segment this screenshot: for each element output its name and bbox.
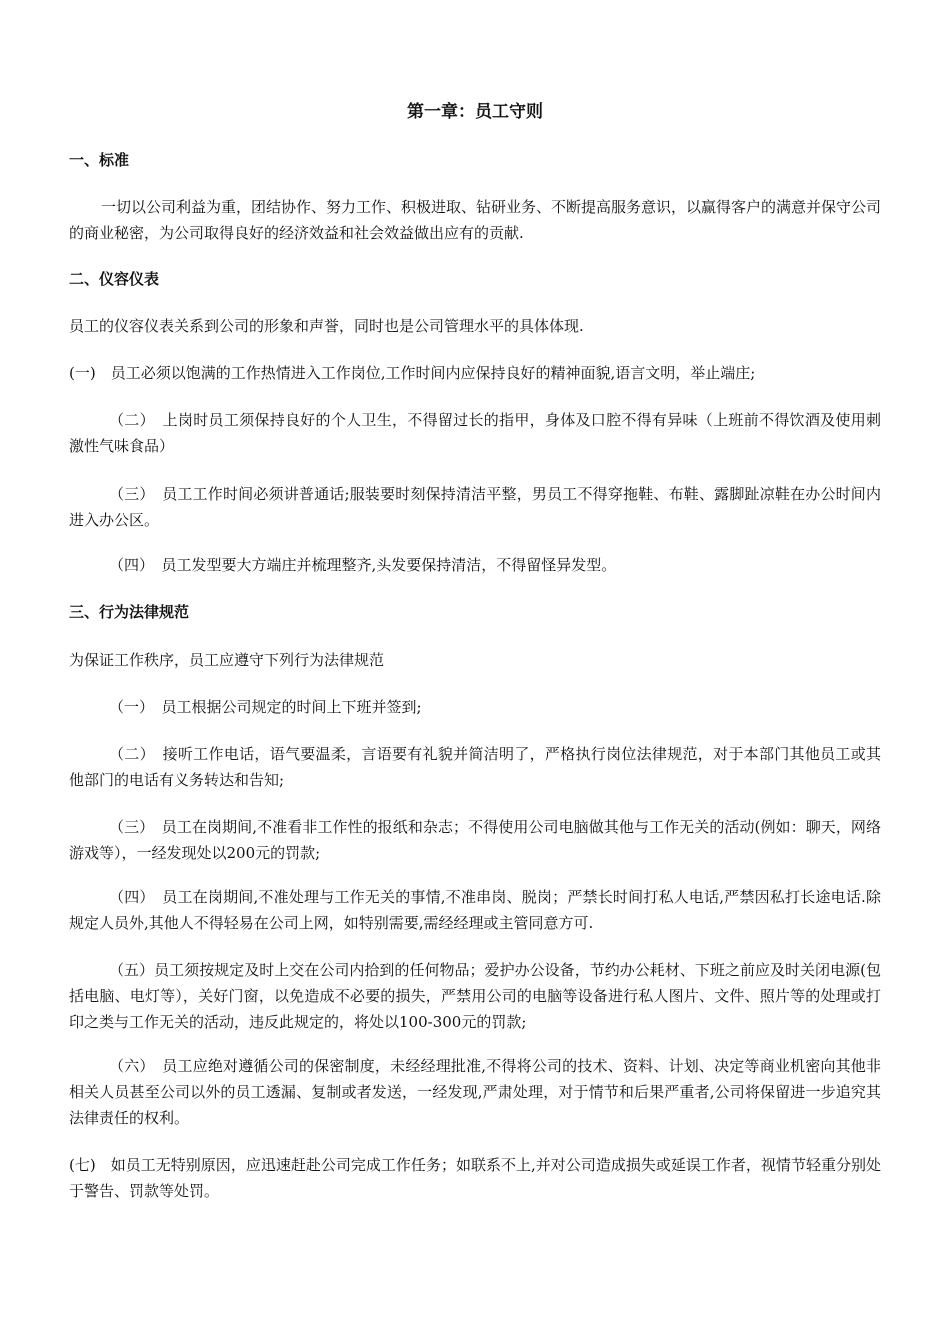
list-item: （二） 接听工作电话，语气要温柔，言语要有礼貌并简洁明了，严格执行岗位法律规范，对于本部门其他员工或其他部门的电话有义务转达和告知;	[69, 745, 881, 789]
list-item: （二） 上岗时员工须保持良好的个人卫生，不得留过长的指甲，身体及口腔不得有异味（上班前不得饮酒及使用刺激性气味食品）	[69, 411, 881, 455]
list-item: (七) 如员工无特别原因，应迅速赶赴公司完成工作任务；如联系不上,并对公司造成损失或延误工作者，视情节轻重分别处于警告、罚款等处罚。	[69, 1156, 881, 1200]
section-heading-standard: 一、标准	[69, 151, 130, 169]
section-intro: 员工的仪容仪表关系到公司的形象和声誉，同时也是公司管理水平的具体体现.	[69, 317, 584, 335]
list-item: （四） 员工在岗期间,不准处理与工作无关的事情,不准串岗、脱岗；严禁长时间打私人电话,严禁因私打长途电话.除规定人员外,其他人不得轻易在公司上网，如特别需要,需经经理或主管同意方可.	[69, 888, 881, 932]
list-item: （五）员工须按规定及时上交在公司内拾到的任何物品；爱护办公设备，节约办公耗材、下班之前应及时关闭电源(包括电脑、电灯等），关好门窗，以免造成不必要的损失，严禁用公司的电脑等设备进行私人图片、文件、照片等的处理或打印之类与工作无关的活动，违反此规定的，将处以100-300元的罚款;	[69, 961, 881, 1031]
chapter-title: 第一章：员工守则	[407, 102, 543, 122]
list-item: (一) 员工必须以饱满的工作热情进入工作岗位,工作时间内应保持良好的精神面貌,语言文明，举止端庄;	[69, 364, 756, 382]
section-intro: 为保证工作秩序，员工应遵守下列行为法律规范	[69, 651, 385, 669]
list-item: （四） 员工发型要大方端庄并梳理整齐,头发要保持清洁，不得留怪异发型。	[109, 556, 617, 574]
list-item: （六） 员工应绝对遵循公司的保密制度，未经经理批准,不得将公司的技术、资料、计划、决定等商业机密向其他非相关人员甚至公司以外的员工透漏、复制或者发送，一经发现,严肃处理，对于情节和后果严重者,公司将保留进一步追究其法律责任的权利。	[69, 1057, 881, 1127]
section-paragraph: 一切以公司利益为重，团结协作、努力工作、积极进取、钻研业务、不断提高服务意识，以赢得客户的满意并保守公司的商业秘密，为公司取得良好的经济效益和社会效益做出应有的贡献.	[69, 198, 882, 242]
list-item: （三） 员工在岗期间,不准看非工作性的报纸和杂志；不得使用公司电脑做其他与工作无关的活动(例如：聊天，网络游戏等），一经发现处以200元的罚款;	[69, 818, 881, 862]
section-heading-appearance: 二、仪容仪表	[69, 270, 160, 288]
section-heading-conduct: 三、行为法律规范	[69, 603, 190, 621]
list-item: （三） 员工工作时间必须讲普通话;服装要时刻保持清洁平整，男员工不得穿拖鞋、布鞋、露脚趾凉鞋在办公时间内进入办公区。	[69, 485, 881, 529]
list-item: （一） 员工根据公司规定的时间上下班并签到;	[109, 698, 422, 716]
